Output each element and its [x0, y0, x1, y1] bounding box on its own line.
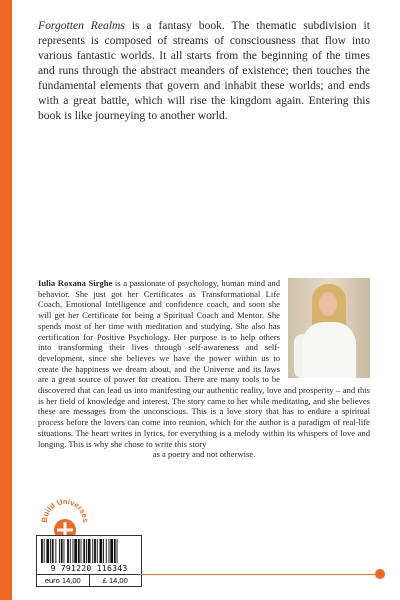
price-gbp: £ 14,00: [89, 575, 142, 586]
publisher-logo: [40, 492, 90, 540]
book-title: Forgotten Realms: [38, 19, 125, 32]
publisher-name: Build Universes: [40, 496, 90, 523]
orange-dot: [375, 569, 385, 579]
author-photo: [288, 278, 370, 378]
price-row: [37, 574, 141, 586]
isbn-number: 9 791220 116343: [50, 563, 128, 573]
bio-text: is a passionate of psychology, human mind and behavior. She just got her Certificates as Transformational Life Coach, Emotional Intelligence and confidence coach, and soon she will get her Certificate for being a Spiritual Coach and Mentor. She spends most of her time with meditation and studying. She also has certification for Positive Psychology. Her purpose is to help others into transforming their lives through self-awareness and self-development, since she believes we have the power within us to create the happiness we dream about, and the Universe and its laws are a great source of power for creation. There are many tools to be discovered that can lead us into manifesting our authentic reality, love and prosperity – and this is her field of knowledge and interest. The story came to her while meditating, and she believes these are messages from the unconscious. This is a love story that has to endure a spiritual process before the lovers can come into reunion, which for the author is a paradigm of real-life situations. The heart writes in lyrics, for everything is a melody within its whispers of love and longing. This is why she chose to write this story: [38, 278, 370, 449]
blurb-text: is a fantasy book. The thematic subdivision it represents is composed of streams of consciousness that flow into various fantastic worlds. It all starts from the beginning of the times and runs through the abstract meanders of existence; then touches the fundamental elements that govern and inhabit these worlds; and ends with a great battle, which will rise the kingdom again. Entering this book is like journeying to another world.: [38, 19, 371, 122]
bio-ending: as a poetry and not otherwise.: [152, 449, 256, 460]
orange-rule: [140, 574, 378, 575]
price-euro: euro 14,00: [44, 576, 81, 585]
spine-stripe: [0, 0, 12, 600]
barcode-bars: [41, 539, 137, 563]
author-bio: [38, 278, 370, 460]
author-name: Iulia Roxana Sirghe: [38, 278, 113, 288]
isbn-barcode: [36, 535, 142, 587]
back-cover-blurb: [38, 18, 370, 123]
